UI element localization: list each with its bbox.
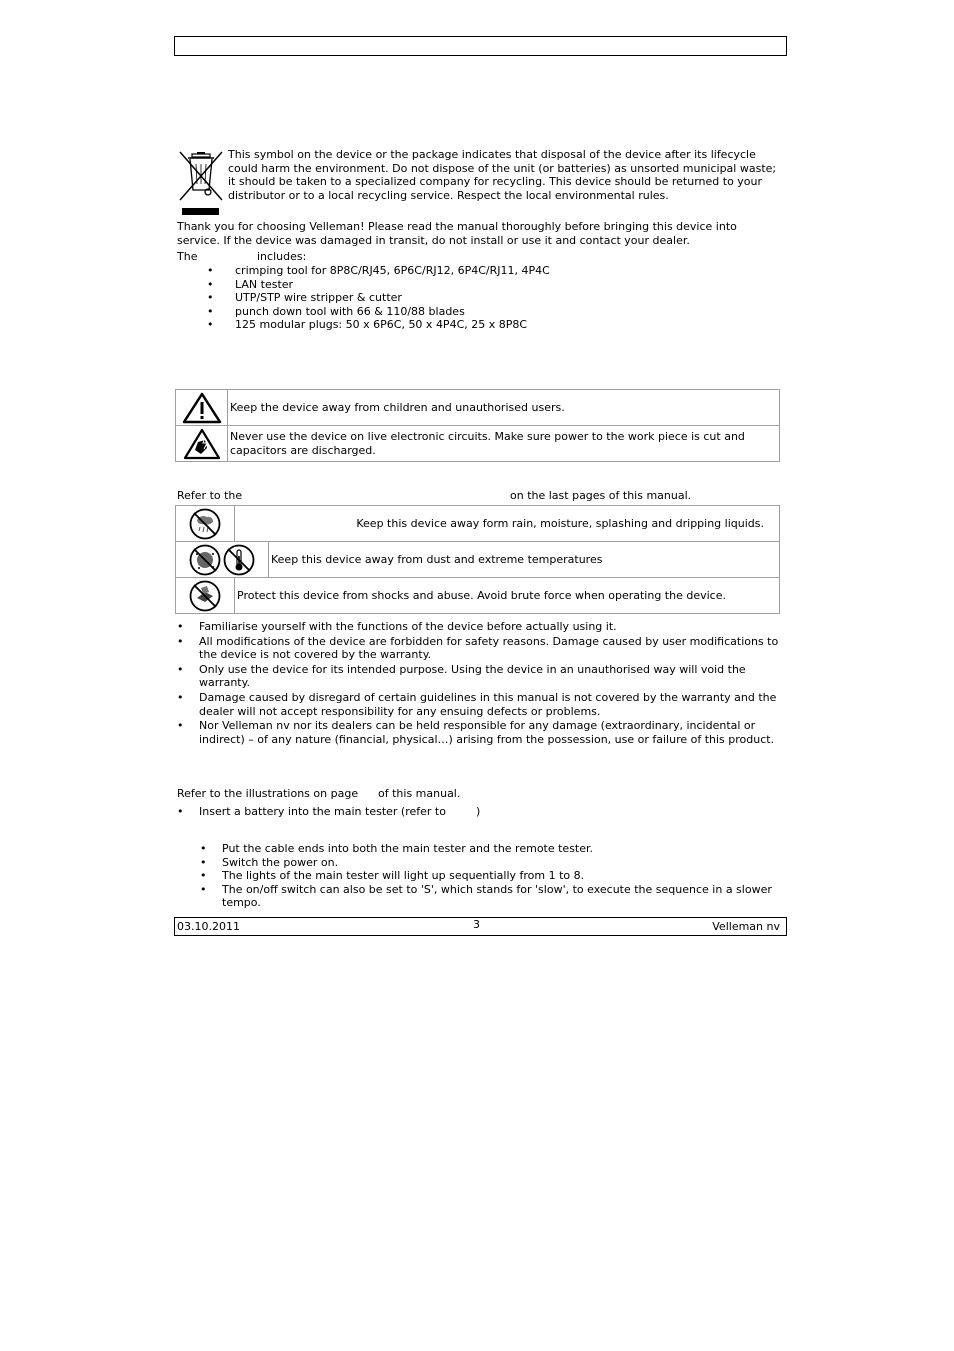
- guideline-text: Keep this device away form rain, moisture, splashing and dripping liquids.: [356, 516, 764, 530]
- guidelines-refer-prefix: Refer to the: [177, 489, 243, 502]
- includes-suffix: includes:: [257, 250, 307, 263]
- list-item: • All modifications of the device are forbidden for safety reasons. Damage caused by user modifications to the device is not covered by the warranty.: [177, 635, 779, 662]
- list-item: • Nor Velleman nv nor its dealers can be held responsible for any damage (extraordinary, incidental or indirect) – of any nature (financial, physical…) arising from the possession, use or failure of this product.: [177, 719, 779, 746]
- warning-triangle-icon: [176, 390, 228, 425]
- footer-date: 03.10.2011: [177, 920, 240, 933]
- battery-instruction-prefix: Insert a battery into the main tester (refer to: [199, 805, 446, 818]
- guideline-text: Keep this device away from dust and extreme temperatures: [271, 552, 603, 566]
- recycling-notice: This symbol on the device or the package indicates that disposal of the device after its lifecycle could harm the environment. Do not dispose of the unit (or batteries) as unsorted municipal waste; it should be taken to a specialized company for recycling. This device should be returned to your distributor or to a local recycling service. Respect the local environmental rules.: [228, 148, 777, 202]
- list-item: • Switch the power on.: [200, 856, 780, 870]
- intro-paragraph: Thank you for choosing Velleman! Please read the manual thoroughly before bringing this device into service. If the device was damaged in transit, do not install or use it and contact your dealer.: [177, 220, 737, 247]
- list-item: • 125 modular plugs: 50 x 6P6C, 50 x 4P4C, 25 x 8P8C: [235, 318, 550, 332]
- no-dust-no-temperature-icon: [176, 542, 269, 577]
- footer-company: Velleman nv: [712, 920, 780, 933]
- no-shock-icon: [176, 578, 235, 614]
- safety-text: Keep the device away from children and unauthorised users.: [230, 400, 565, 414]
- includes-prefix: The: [177, 250, 198, 263]
- table-row: [176, 506, 779, 542]
- list-item: • The on/off switch can also be set to 'S', which stands for 'slow', to execute the sequence in a slower tempo.: [200, 883, 780, 910]
- page-number: 3: [473, 918, 480, 931]
- general-notes-list: [177, 620, 779, 746]
- list-item: • UTP/STP wire stripper & cutter: [235, 291, 550, 305]
- table-row: [176, 578, 779, 614]
- weee-bin-icon: [178, 150, 224, 218]
- list-item: • The lights of the main tester will light up sequentially from 1 to 8.: [200, 869, 780, 883]
- bullet-icon: •: [177, 805, 184, 818]
- page-header-box: [174, 36, 787, 56]
- battery-instruction-suffix: ): [476, 805, 481, 818]
- table-row: [176, 426, 779, 462]
- includes-list: [235, 264, 550, 332]
- no-rain-icon: [176, 506, 235, 541]
- safety-text: Never use the device on live electronic circuits. Make sure power to the work piece is cut and capacitors are discharged.: [230, 430, 745, 457]
- operation-refer-prefix: Refer to the illustrations on page: [177, 787, 359, 800]
- list-item: • Familiarise yourself with the functions of the device before actually using it.: [177, 620, 779, 634]
- list-item: • Only use the device for its intended purpose. Using the device in an unauthorised way will void the warranty.: [177, 663, 779, 690]
- table-row: [176, 390, 779, 426]
- operation-steps-list: [200, 842, 780, 910]
- safety-table: [175, 389, 780, 462]
- guidelines-table: [175, 505, 780, 614]
- list-item: • LAN tester: [235, 278, 550, 292]
- no-temperature-icon: [223, 544, 255, 576]
- list-item: • punch down tool with 66 & 110/88 blades: [235, 305, 550, 319]
- live-circuit-warning-icon: [176, 426, 228, 462]
- guidelines-refer-suffix: on the last pages of this manual.: [510, 489, 692, 502]
- page-footer-box: [174, 917, 787, 936]
- guideline-text: Protect this device from shocks and abuse. Avoid brute force when operating the device.: [237, 589, 726, 603]
- operation-refer-suffix: of this manual.: [378, 787, 461, 800]
- table-row: [176, 542, 779, 578]
- list-item: • Put the cable ends into both the main tester and the remote tester.: [200, 842, 780, 856]
- list-item: • crimping tool for 8P8C/RJ45, 6P6C/RJ12, 6P4C/RJ11, 4P4C: [235, 264, 550, 278]
- no-dust-icon: [189, 544, 221, 576]
- list-item: • Damage caused by disregard of certain guidelines in this manual is not covered by the warranty and the dealer will not accept responsibility for any ensuing defects or problems.: [177, 691, 779, 718]
